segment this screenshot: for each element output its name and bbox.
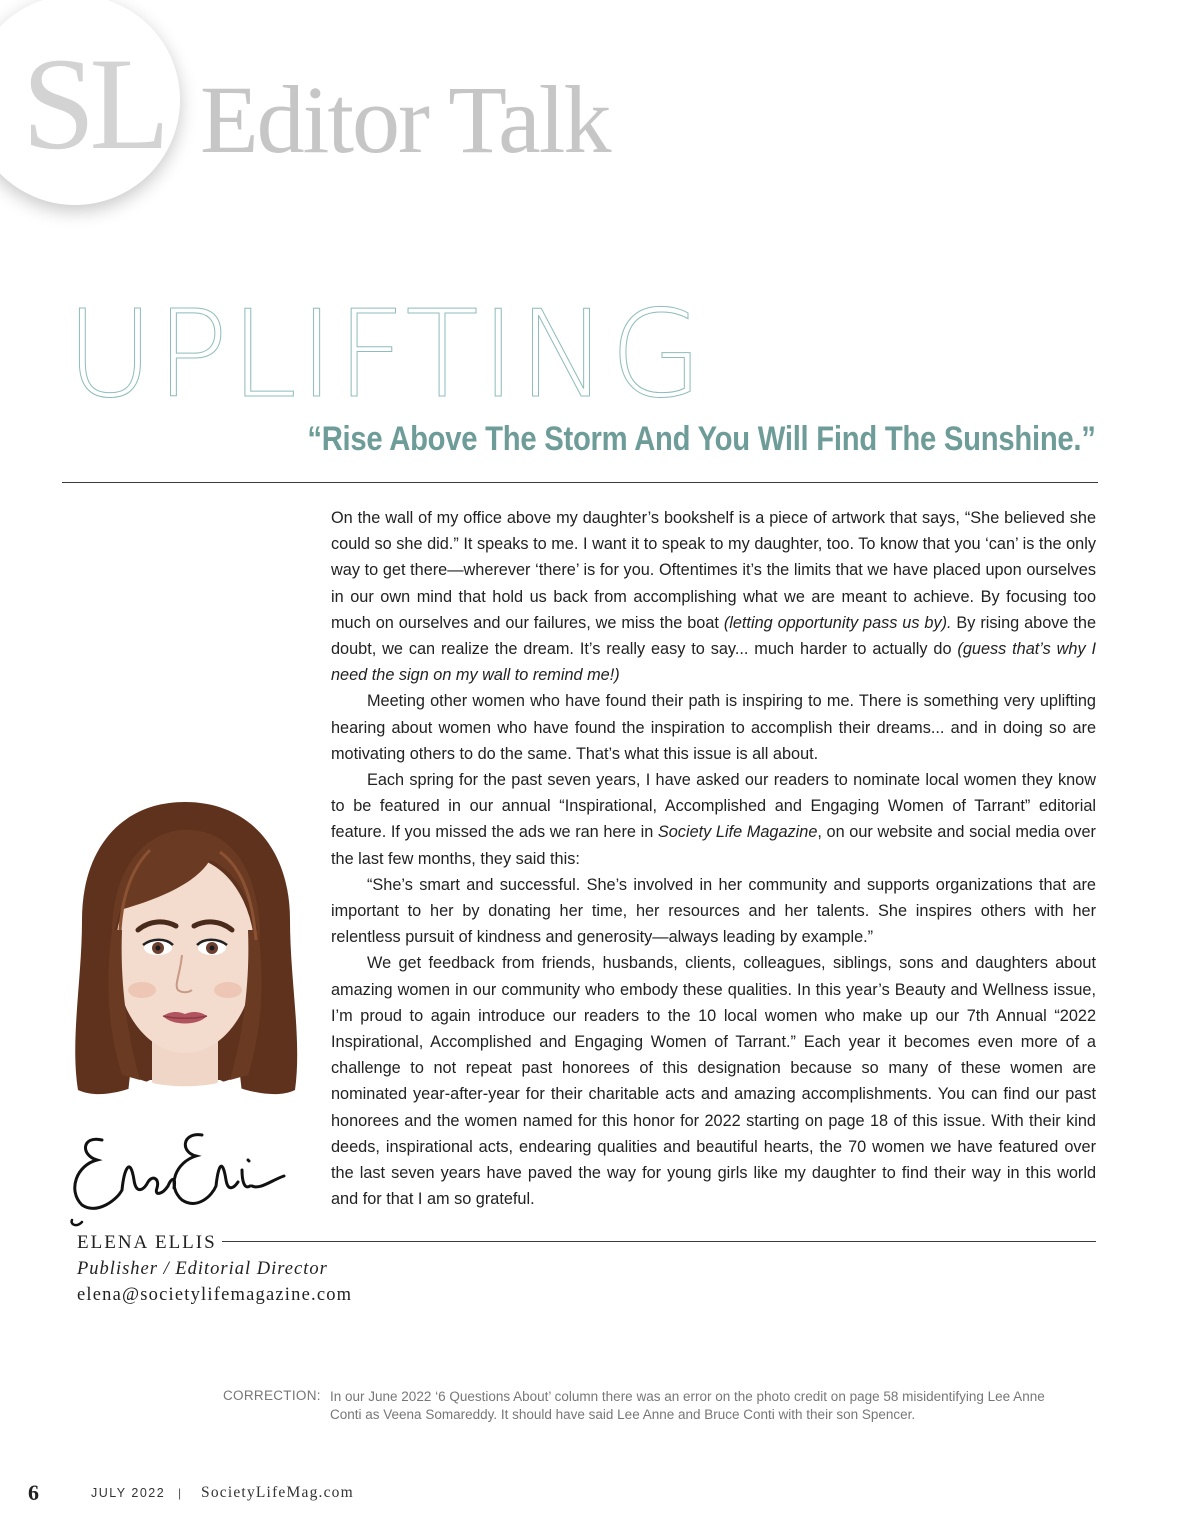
article-paragraph-4: “She’s smart and successful. She’s involved in her community and supports organizations that are important to her by donating her time, her resources and her talents. She inspires others with her relentless pursuit of kindness and generosity—always leading by example.”	[331, 875, 1096, 947]
correction-text: In our June 2022 ‘6 Questions About’ column there was an error on the photo credit on page 58 misidentifying Lee Anne Conti as Veena Somareddy. It should have said Lee Anne and Bruce Conti with their son Spencer.	[330, 1389, 1045, 1422]
article-body	[331, 505, 1096, 1212]
byline-email-link[interactable]: elena@societylifemagazine.com	[77, 1285, 353, 1305]
headline-subtitle: “Rise Above The Storm And You Will Find The Sunshine.”	[307, 420, 1096, 458]
site-url-link[interactable]: SocietyLifeMag.com	[201, 1484, 354, 1501]
editor-portrait-illustration	[60, 790, 310, 1120]
headline-title: UPLIFTING	[66, 286, 705, 425]
bottom-divider	[222, 1241, 1096, 1242]
article-paragraph-2: Meeting other women who have found their path is inspiring to me. There is something very uplifting hearing about women who have found the inspiration to accomplish their dreams... and in doing so are motivating others to do the same. That’s what this issue is all about.	[331, 692, 1096, 763]
page-number: 6	[28, 1480, 39, 1505]
byline-name: ELENA ELLIS	[77, 1232, 217, 1253]
byline-title: Publisher / Editorial Director	[77, 1259, 328, 1279]
editor-signature	[62, 1120, 302, 1230]
footer-separator: |	[178, 1486, 182, 1500]
article-paragraph-5: We get feedback from friends, husbands, clients, colleagues, siblings, sons and daughters about amazing women in our community who embody these qualities. In this year’s Beauty and Wellness issue, I’m proud to again introduce our readers to the 10 local women who make up our 7th Annual “2022 Inspirational, Accomplished and Engaging Women of Tarrant.” Each year it becomes even more of a challenge to not repeat past honorees of this designation because so many of these women are nominated year-after-year for their charitable acts and amazing accomplishments. You can find our past honorees and the women named for this honor for 2022 starting on page 18 of this issue. With their kind deeds, inspirational acts, endearing qualities and beautiful hearts, the 70 women we have featured over the last seven years have paved the way for young girls like my daughter to find their way in this world and for that I am so grateful.	[331, 954, 1096, 1209]
top-divider	[62, 482, 1098, 483]
correction-label: CORRECTION:	[223, 1388, 321, 1403]
logo-letters: SL	[22, 30, 165, 177]
article-paragraph-1: On the wall of my office above my daughter’s bookshelf is a piece of artwork that says, “She believed she could so she did.” It speaks to me. I want it to speak to my daughter, too. To know that you ‘can’ is the only way to get there—wherever ‘there’ is for you. Oftentimes it’s the limits that we have placed upon ourselves in our own mind that hold us back from accomplishing what we are meant to achieve. By focusing too much on ourselves and our failures, we miss the boat (letting opportunity pass us by). By rising above the doubt, we can realize the dream. It’s really easy to say... much harder to actually do (guess that’s why I need the sign on my wall to remind me!)	[331, 509, 1096, 685]
issue-date: JULY 2022	[91, 1486, 166, 1500]
article-paragraph-3: Each spring for the past seven years, I have asked our readers to nominate local women they know to be featured in our annual “Inspirational, Accomplished and Engaging Women of Tarrant” editorial feature. If you missed the ads we ran here in Society Life Magazine, on our website and social media over the last few months, they said this:	[331, 771, 1096, 868]
section-title: Editor Talk	[200, 66, 610, 173]
